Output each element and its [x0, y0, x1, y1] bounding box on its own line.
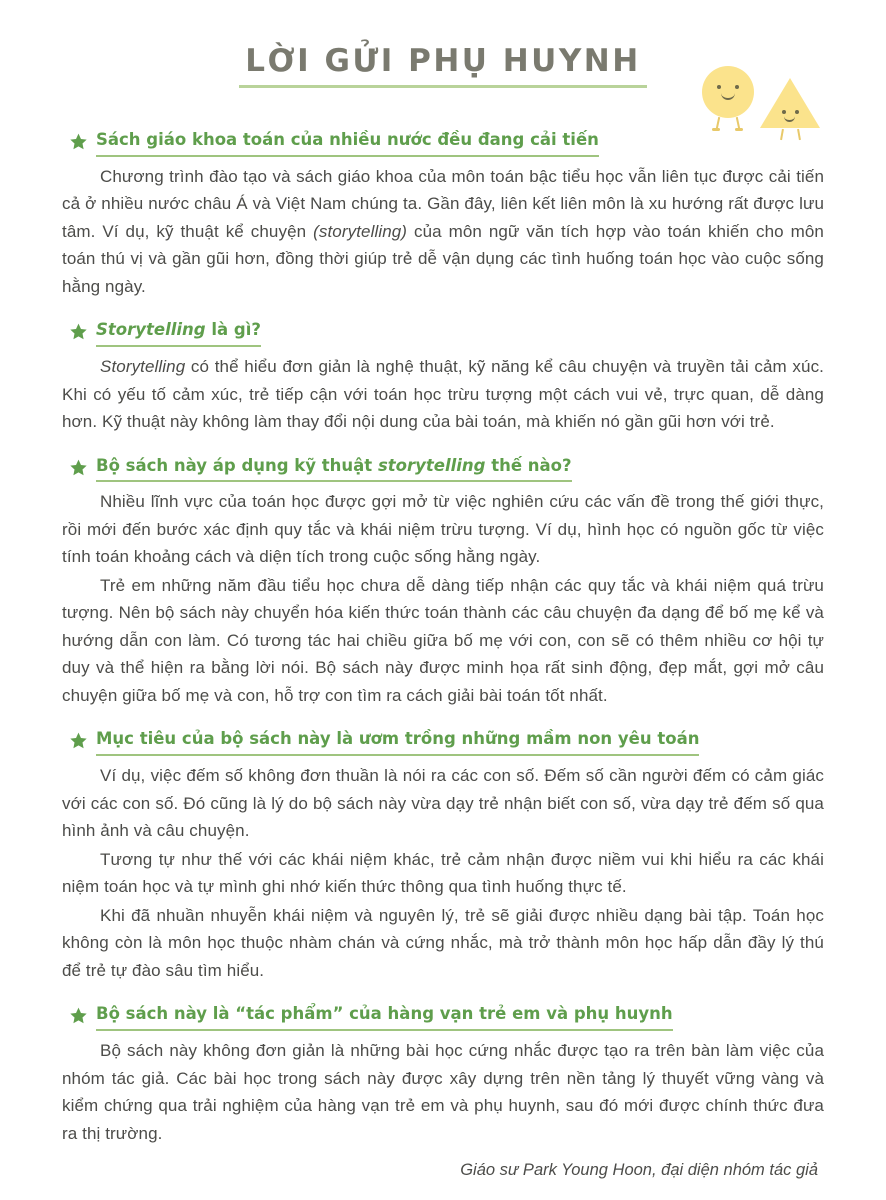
- triangle-leg-right: [797, 129, 801, 140]
- star-icon: [70, 732, 87, 754]
- section-4-paragraph-3: Khi đã nhuần nhuyễn khái niệm và nguyên lý, trẻ sẽ giải được nhiều dạng bài tập. Toán học không còn là môn học thuộc nhàm chán và cứng nhắc, mà trở thành môn học hấp dẫn đầy lý thú để trẻ tự đào sâu tìm hiểu.: [62, 905, 824, 980]
- section-2-heading-italic: Storytelling: [96, 320, 206, 340]
- section-3-heading-italic: storytelling: [377, 455, 486, 475]
- section-1-paragraph-1: Chương trình đào tạo và sách giáo khoa của môn toán bậc tiểu học vẫn liên tục được cải tiến cả ở nhiều nước châu Á và Việt Nam chúng ta. Gần đây, liên kết liên môn là xu hướng rất được lưu tâm. Ví dụ, kỹ thuật kể chuyện (storytelling) của môn ngữ văn tích hợp vào toán khiến cho môn toán thú vị và gần gũi hơn, đồng thời giúp trẻ dễ vận dụng các tình huống toán học vào cuộc sống hằng ngày.: [62, 166, 824, 296]
- section-2: [62, 320, 824, 435]
- triangle-eye-left: [782, 110, 786, 114]
- smiley-circle-icon: [702, 66, 754, 118]
- section-3-paragraph-1: Nhiều lĩnh vực của toán học được gợi mở từ việc nghiên cứu các vấn đề trong thế giới thực, rồi mới đến bước xác định quy tắc và khái niệm trừu tượng. Ví dụ, hình học có nguồn gốc từ việc tính toán khoảng cách và diện tích trong cuộc sống hằng ngày.: [62, 492, 824, 567]
- page-title: LỜI GỬI PHỤ HUYNH: [239, 44, 646, 88]
- circle-foot-left: [712, 128, 720, 131]
- section-5-paragraph-1: Bộ sách này không đơn giản là những bài học cứng nhắc được tạo ra trên bàn làm việc của nhóm tác giả. Các bài học trong sách này được xây dựng trên nền tảng lý thuyết vững vàng và kiểm chứng qua trải nghiệm của hàng vạn trẻ em và phụ huynh, sau đó mới được chính thức đưa ra thị trường.: [62, 1040, 824, 1143]
- star-icon: [70, 459, 87, 481]
- section-5: [62, 1004, 824, 1147]
- triangle-eye-right: [795, 110, 799, 114]
- decorative-mascots: [694, 56, 834, 146]
- section-2-heading: [62, 320, 824, 347]
- section-3-heading-text: [96, 456, 572, 483]
- document-body: [62, 88, 824, 1180]
- section-2-paragraph-1: Storytelling có thể hiểu đơn giản là nghệ thuật, kỹ năng kể câu chuyện và truyền tải cảm xúc. Khi có yếu tố cảm xúc, trẻ tiếp cận với toán học trừu tượng một cách vui vẻ, trực quan, dễ dàng hơn. Kỹ thuật này không làm thay đổi nội dung của bài toán, mà khiến nó gần gũi hơn với trẻ.: [62, 357, 824, 432]
- section-2-heading-text: [96, 320, 261, 347]
- section-4-heading: [62, 729, 824, 756]
- section-4-paragraph-2: Tương tự như thế với các khái niệm khác, trẻ cảm nhận được niềm vui khi hiểu ra các khái niệm toán học và tự mình ghi nhớ kiến thức thông qua tình huống thực tế.: [62, 849, 824, 897]
- section-3: [62, 456, 824, 710]
- section-3-heading-pre: Bộ sách này áp dụng kỹ thuật: [96, 455, 378, 475]
- section-5-heading-text: Bộ sách này là “tác phẩm” của hàng vạn trẻ em và phụ huynh: [96, 1004, 673, 1031]
- section-3-heading-rest: thế nào?: [485, 455, 572, 475]
- section-4-heading-text: Mục tiêu của bộ sách này là ươm trồng những mầm non yêu toán: [96, 729, 699, 756]
- circle-eye-right: [735, 85, 739, 89]
- section-1: [62, 130, 824, 300]
- section-4: [62, 729, 824, 984]
- triangle-leg-left: [780, 129, 784, 140]
- author-signature: Giáo sư Park Young Hoon, đại diện nhóm tác giả: [460, 1161, 818, 1180]
- circle-eye-left: [717, 85, 721, 89]
- section-5-heading: [62, 1004, 824, 1031]
- section-3-paragraph-2: Trẻ em những năm đầu tiểu học chưa dễ dàng tiếp nhận các quy tắc và khái niệm quá trừu tượng. Nên bộ sách này chuyển hóa kiến thức toán thành các câu chuyện đa dạng để bố mẹ kể và hướng dẫn con làm. Có tương tác hai chiều giữa bố mẹ với con, con sẽ có thêm nhiều cơ hội tự duy và thể hiện ra bằng lời nói. Bộ sách này được minh họa rất sinh động, đẹp mắt, gợi mở câu chuyện giữa bố mẹ và con, hỗ trợ con tìm ra cách giải bài toán tốt nhất.: [62, 575, 824, 705]
- star-icon: [70, 133, 87, 155]
- section-3-heading: [62, 456, 824, 483]
- smiley-triangle-icon: [760, 78, 820, 130]
- star-icon: [70, 1007, 87, 1029]
- section-4-paragraph-1: Ví dụ, việc đếm số không đơn thuần là nói ra các con số. Đếm số cần người đếm có cảm giác với các con số. Đó cũng là lý do bộ sách này vừa dạy trẻ nhận biết con số, vừa dạy trẻ đếm số qua hình ảnh và câu chuyện.: [62, 766, 824, 841]
- section-1-heading-text: Sách giáo khoa toán của nhiều nước đều đang cải tiến: [96, 130, 599, 157]
- circle-smile: [721, 93, 735, 100]
- star-icon: [70, 323, 87, 345]
- section-2-heading-rest: là gì?: [205, 320, 261, 340]
- circle-foot-right: [735, 128, 743, 131]
